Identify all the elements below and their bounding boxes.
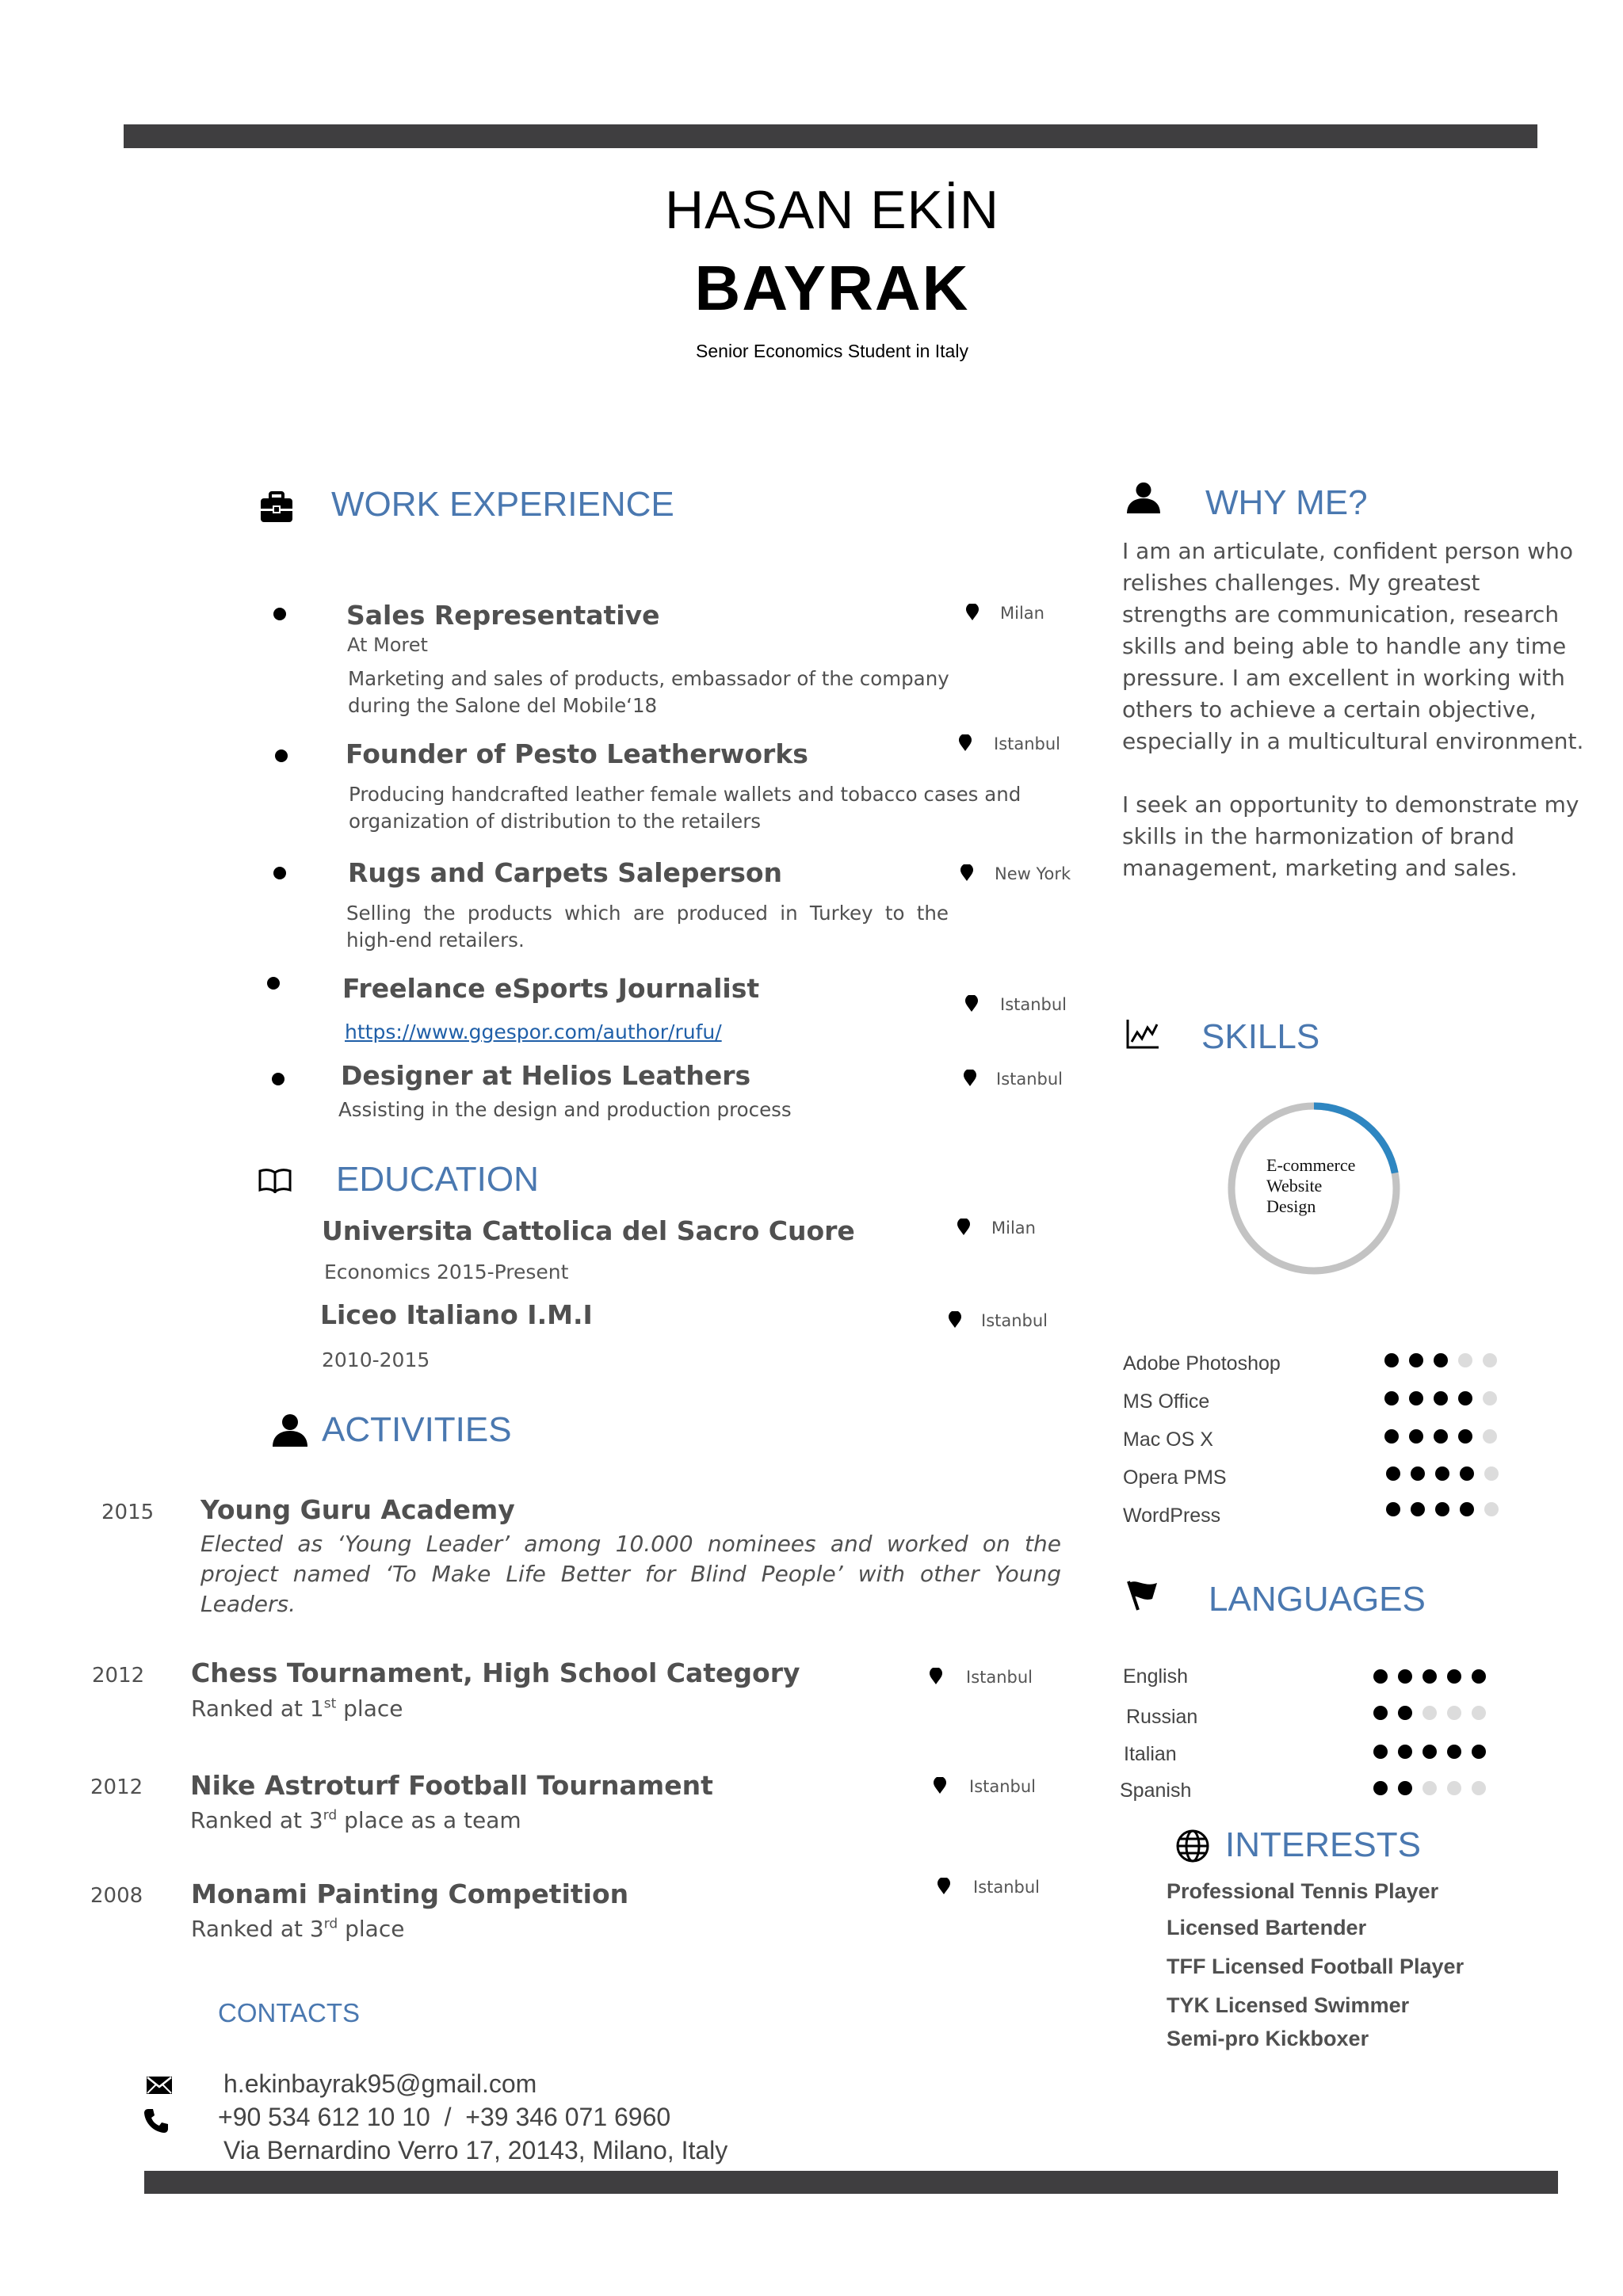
rating-dot-filled bbox=[1460, 1502, 1474, 1516]
school-location: Istanbul bbox=[981, 1311, 1048, 1330]
skill-donut-label: E-commerce Website Design bbox=[1266, 1155, 1356, 1216]
location-pin-icon bbox=[964, 995, 979, 1013]
language-rating bbox=[1373, 1781, 1486, 1795]
skill-rating bbox=[1386, 1502, 1499, 1516]
rating-dot-filled bbox=[1384, 1429, 1399, 1444]
interest-item: TYK Licensed Swimmer bbox=[1167, 1993, 1410, 2017]
why-me-text: I am an articulate, confident person who relishes challenges. My greatest strengths are communication, research skills and being able to handle any time pressure. I am excellent in working with others to achieve a certain objective, especially in a multicultural environment. I seek an opportunity to demonstrate my skills in the harmonization of brand management, marketing and sales. bbox=[1122, 538, 1584, 881]
rating-dot-filled bbox=[1458, 1391, 1472, 1405]
rating-dot-empty bbox=[1483, 1353, 1497, 1367]
rating-dot-filled bbox=[1398, 1745, 1412, 1759]
job-bullet bbox=[273, 608, 286, 620]
rating-dot-filled bbox=[1447, 1669, 1461, 1684]
school-detail: Economics 2015-Present bbox=[324, 1261, 569, 1283]
rating-dot-filled bbox=[1447, 1745, 1461, 1759]
job-location: Istanbul bbox=[1000, 995, 1067, 1014]
rating-dot-empty bbox=[1472, 1781, 1486, 1795]
rating-dot-filled bbox=[1423, 1745, 1437, 1759]
skill-name: Opera PMS bbox=[1123, 1466, 1227, 1489]
job-bullet bbox=[275, 749, 288, 762]
rating-dot-filled bbox=[1373, 1745, 1388, 1759]
last-name: BAYRAK bbox=[694, 253, 970, 323]
location-pin-icon bbox=[960, 864, 974, 882]
rating-dot-empty bbox=[1447, 1706, 1461, 1720]
skill-rating bbox=[1384, 1391, 1497, 1405]
job-company: At Moret bbox=[347, 634, 428, 656]
rating-dot-filled bbox=[1386, 1502, 1400, 1516]
rating-dot-empty bbox=[1483, 1391, 1497, 1405]
rating-dot-filled bbox=[1411, 1502, 1425, 1516]
book-icon bbox=[258, 1168, 292, 1193]
activity-result: Ranked at 3rd place as a team bbox=[190, 1807, 521, 1833]
rating-dot-filled bbox=[1398, 1669, 1412, 1684]
location-pin-icon bbox=[929, 1668, 943, 1685]
skill-rating bbox=[1384, 1429, 1497, 1444]
rating-dot-empty bbox=[1483, 1429, 1497, 1444]
job-location: Milan bbox=[1000, 604, 1044, 623]
interest-item: Semi-pro Kickboxer bbox=[1167, 2027, 1369, 2050]
briefcase-icon bbox=[260, 491, 293, 523]
job-title: Freelance eSports Journalist bbox=[342, 973, 760, 1004]
activity-title: Chess Tournament, High School Category bbox=[191, 1657, 800, 1688]
interest-item: TFF Licensed Football Player bbox=[1167, 1955, 1465, 1978]
interest-item: Professional Tennis Player bbox=[1167, 1879, 1439, 1903]
school-name: Universita Cattolica del Sacro Cuore bbox=[322, 1215, 855, 1246]
activity-year: 2015 bbox=[101, 1501, 155, 1524]
skill-name: Adobe Photoshop bbox=[1123, 1352, 1281, 1375]
skill-rating bbox=[1386, 1466, 1499, 1481]
skill-name: MS Office bbox=[1123, 1390, 1210, 1413]
rating-dot-filled bbox=[1409, 1429, 1423, 1444]
rating-dot-filled bbox=[1460, 1466, 1474, 1481]
flag-icon bbox=[1125, 1578, 1162, 1611]
job-location: Istanbul bbox=[996, 1070, 1064, 1089]
job-title: Sales Representative bbox=[346, 600, 660, 631]
rating-dot-filled bbox=[1472, 1745, 1486, 1759]
rating-dot-empty bbox=[1458, 1353, 1472, 1367]
contacts-title: CONTACTS bbox=[218, 1998, 361, 2027]
rating-dot-filled bbox=[1384, 1353, 1399, 1367]
activity-description: Elected as ‘Young Leader’ among 10.000 nominees and worked on the project named ‘To Make Life Better for Blind People’ with other Young Leaders. bbox=[200, 1531, 1061, 1617]
job-title: Designer at Helios Leathers bbox=[341, 1060, 751, 1091]
language-rating bbox=[1373, 1669, 1486, 1684]
language-rating bbox=[1373, 1745, 1486, 1759]
job-description: Marketing and sales of products, embassador of the company during the Salone del Mobile‘18 bbox=[348, 667, 949, 717]
activity-result: Ranked at 1st place bbox=[191, 1695, 403, 1722]
job-title: Rugs and Carpets Saleperson bbox=[348, 857, 783, 888]
rating-dot-empty bbox=[1423, 1706, 1437, 1720]
activity-location: Istanbul bbox=[973, 1878, 1041, 1897]
job-location: New York bbox=[995, 864, 1071, 883]
rating-dot-filled bbox=[1435, 1502, 1449, 1516]
person-icon bbox=[1125, 482, 1162, 513]
interest-item: Licensed Bartender bbox=[1167, 1916, 1367, 1939]
rating-dot-filled bbox=[1411, 1466, 1425, 1481]
language-name: Russian bbox=[1126, 1706, 1198, 1728]
first-name: HASAN EKİN bbox=[665, 180, 999, 240]
activity-title: Nike Astroturf Football Tournament bbox=[190, 1770, 713, 1801]
job-description: Producing handcrafted leather female wallets and tobacco cases and organization of distribution to the retailers bbox=[349, 783, 1022, 833]
activity-location: Istanbul bbox=[969, 1777, 1037, 1796]
rating-dot-filled bbox=[1373, 1706, 1388, 1720]
interests-title: INTERESTS bbox=[1225, 1825, 1421, 1864]
contact-email[interactable]: h.ekinbayrak95@gmail.com bbox=[223, 2069, 537, 2098]
contact-address: Via Bernardino Verro 17, 20143, Milano, Italy bbox=[223, 2136, 728, 2164]
rating-dot-filled bbox=[1434, 1353, 1448, 1367]
rating-dot-empty bbox=[1447, 1781, 1461, 1795]
language-name: English bbox=[1123, 1665, 1188, 1688]
envelope-icon bbox=[146, 2076, 173, 2095]
rating-dot-filled bbox=[1434, 1391, 1448, 1405]
activity-year: 2012 bbox=[90, 1775, 143, 1799]
rating-dot-filled bbox=[1398, 1781, 1412, 1795]
person-icon bbox=[271, 1413, 309, 1447]
school-name: Liceo Italiano I.M.I bbox=[320, 1299, 593, 1330]
job-title: Founder of Pesto Leatherworks bbox=[346, 738, 808, 769]
rating-dot-filled bbox=[1409, 1353, 1423, 1367]
rating-dot-empty bbox=[1484, 1502, 1499, 1516]
activity-result: Ranked at 3rd place bbox=[191, 1916, 405, 1942]
rating-dot-filled bbox=[1435, 1466, 1449, 1481]
rating-dot-filled bbox=[1409, 1391, 1423, 1405]
school-location: Milan bbox=[991, 1219, 1036, 1238]
activity-title: Young Guru Academy bbox=[200, 1494, 515, 1525]
contact-phone[interactable]: +90 534 612 10 10 / +39 346 071 6960 bbox=[218, 2103, 671, 2131]
activities-title: ACTIVITIES bbox=[322, 1410, 512, 1449]
location-pin-icon bbox=[933, 1777, 947, 1794]
rating-dot-empty bbox=[1423, 1781, 1437, 1795]
location-pin-icon bbox=[965, 604, 980, 621]
rating-dot-filled bbox=[1458, 1429, 1472, 1444]
activity-title: Monami Painting Competition bbox=[191, 1878, 629, 1909]
location-pin-icon bbox=[948, 1311, 962, 1329]
journalist-profile-link[interactable]: https://www.ggespor.com/author/rufu/ bbox=[345, 1020, 722, 1043]
rating-dot-filled bbox=[1472, 1669, 1486, 1684]
language-name: Italian bbox=[1124, 1743, 1177, 1765]
rating-dot-filled bbox=[1373, 1781, 1388, 1795]
skill-name: WordPress bbox=[1123, 1505, 1221, 1527]
why-me-title: WHY ME? bbox=[1205, 483, 1368, 522]
phone-icon bbox=[143, 2107, 170, 2134]
school-detail: 2010-2015 bbox=[322, 1348, 430, 1371]
rating-dot-filled bbox=[1423, 1669, 1437, 1684]
language-rating bbox=[1373, 1706, 1486, 1720]
subtitle: Senior Economics Student in Italy bbox=[696, 341, 968, 361]
job-bullet bbox=[267, 977, 280, 990]
job-description: Selling the products which are produced in Turkey to the high-end retailers. bbox=[346, 902, 949, 952]
bottom-bar bbox=[144, 2171, 1558, 2194]
rating-dot-empty bbox=[1484, 1466, 1499, 1481]
job-location: Istanbul bbox=[994, 734, 1061, 753]
job-bullet bbox=[272, 1073, 285, 1085]
rating-dot-filled bbox=[1384, 1391, 1399, 1405]
location-pin-icon bbox=[957, 1219, 971, 1236]
location-pin-icon bbox=[963, 1070, 977, 1087]
globe-icon bbox=[1175, 1829, 1210, 1863]
skill-name: Mac OS X bbox=[1123, 1428, 1213, 1451]
language-name: Spanish bbox=[1120, 1779, 1192, 1802]
rating-dot-filled bbox=[1386, 1466, 1400, 1481]
location-pin-icon bbox=[937, 1878, 951, 1895]
rating-dot-filled bbox=[1398, 1706, 1412, 1720]
chart-icon bbox=[1125, 1018, 1160, 1050]
skills-title: SKILLS bbox=[1201, 1017, 1320, 1056]
activity-year: 2012 bbox=[92, 1664, 145, 1688]
skill-rating bbox=[1384, 1353, 1497, 1367]
rating-dot-filled bbox=[1434, 1429, 1448, 1444]
work-experience-title: WORK EXPERIENCE bbox=[331, 485, 674, 524]
activity-location: Istanbul bbox=[966, 1668, 1033, 1687]
languages-title: LANGUAGES bbox=[1209, 1580, 1426, 1619]
top-bar bbox=[124, 124, 1537, 148]
job-description: Assisting in the design and production process bbox=[338, 1098, 792, 1121]
rating-dot-empty bbox=[1472, 1706, 1486, 1720]
activity-year: 2008 bbox=[90, 1884, 143, 1908]
rating-dot-filled bbox=[1373, 1669, 1388, 1684]
job-bullet bbox=[273, 867, 286, 879]
education-title: EDUCATION bbox=[336, 1160, 539, 1199]
location-pin-icon bbox=[958, 734, 972, 752]
